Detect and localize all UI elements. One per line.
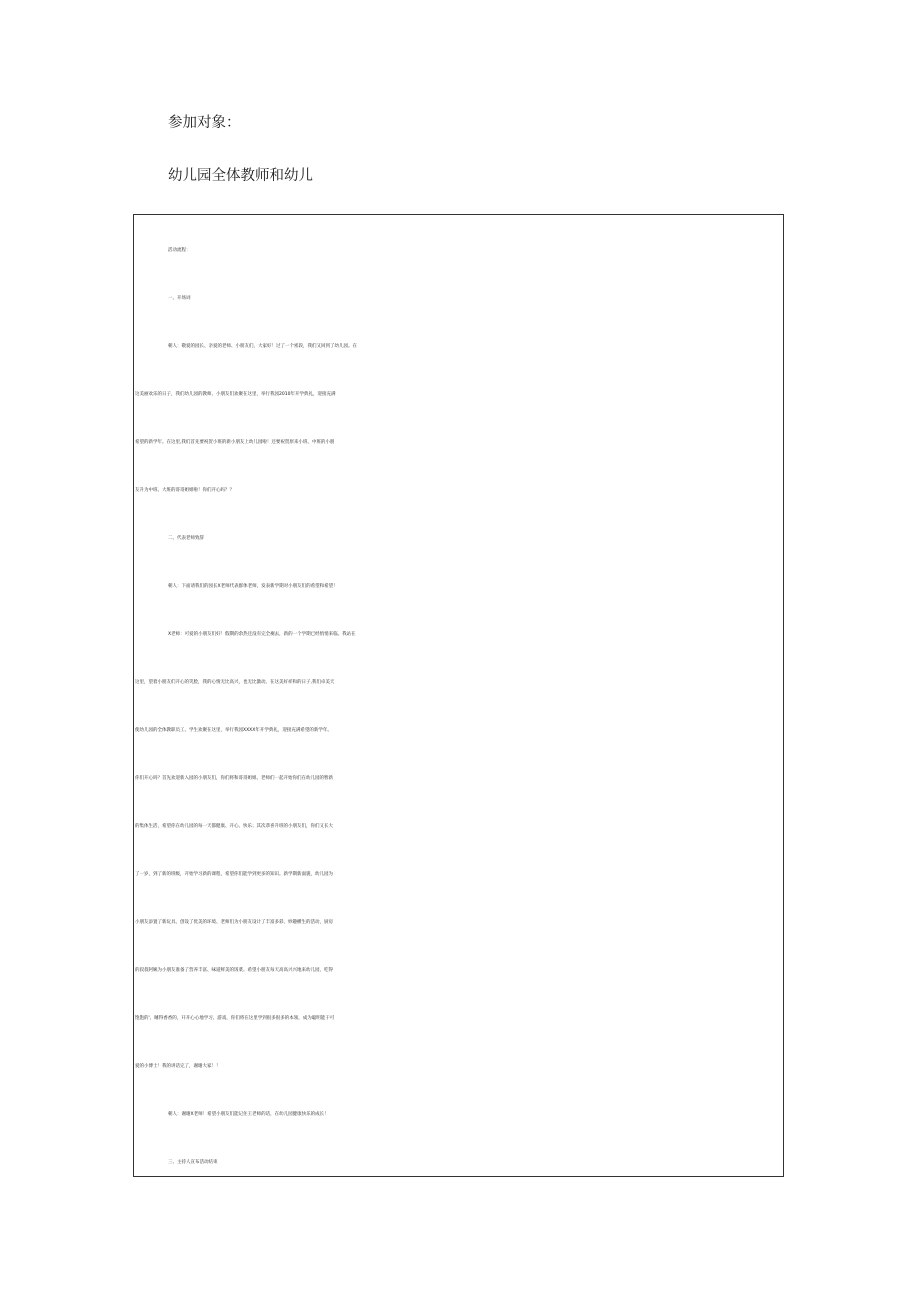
paragraph-line: 这美丽欢乐的日子，我们幼儿园的教师、小朋友们欢聚在这里，举行我园2010年开学典礼，迎接充满: [135, 392, 336, 397]
section-3-title: 三、主持人宣布活动结束: [168, 1160, 218, 1165]
paragraph-line: 了一岁，到了新的班级，开始学习新的课程，希望你们能学到更多的知识。新学期新面貌，幼儿园为: [135, 872, 333, 877]
paragraph-line: 爱的小博士！我的讲话完了，谢谢大家！！: [135, 1064, 221, 1069]
participants-value: 幼儿园全体教师和幼儿: [168, 168, 313, 184]
paragraph-line: 饱饱的'、睡得香香的，开开心心地学习、游戏，你们将在这里学到很多很多的本领，成为聪明能干可: [135, 1016, 335, 1021]
paragraph-line: 朝人：谢谢X老师！希望小朋友们能记住王老师的话，在幼儿园健康快乐的成长！: [168, 1112, 329, 1117]
participants-label: 参加对象：: [168, 115, 241, 131]
paragraph-line: 小朋友添置了新玩具、创设了优美的环境、老师们为小朋友设计了丰富多彩、妙趣横生的活动，厨房: [135, 920, 333, 925]
section-2-title: 二、代表老师致辞: [168, 536, 204, 541]
flow-heading: 活动流程：: [168, 248, 191, 253]
paragraph-line: 友升为中班、大班的哥哥姐姐啦！你们开心吗？？: [135, 488, 234, 493]
paragraph-line: 朝人：下面请我们的园长X老师代表群体老师，发表新学期对小朋友们的希望和希望！: [168, 584, 338, 589]
paragraph-line: 的叔叔阿姨为小朋友准备了营养丰富、味道鲜美的饭菜。希望小朋友每天高高兴兴地来幼儿园，吃得: [135, 968, 333, 973]
paragraph-line: X老师：可爱的小朋友们好！假期的余热还没有完全褪去，新的一个学期已经悄悄来临。我站在: [168, 632, 356, 637]
paragraph-line: 朝人：敬爱的园长、亲爱的老师、小朋友们，大家好！过了一个密段，我们又回到了幼儿园。在: [168, 344, 357, 349]
paragraph-line: 这里，望着小朋友们开心的笑脸，我的心情无比高兴，也无比激动。在这美好祥和的日子,我们卓美天: [135, 680, 335, 685]
paragraph-line: 使幼儿园的全体教职员工、学生欢聚在这里，举行我园XXXX年开学典礼，迎接充满希望的新学年。: [135, 728, 332, 733]
section-1-title: 一、开场词: [168, 296, 191, 301]
paragraph-line: 希望的新学年。在这里,我们首先要祝贺小班的新小朋友上幼儿园啦！还要祝贺原来小班、中班的小朋: [135, 440, 335, 445]
activity-flow-box: [133, 214, 784, 1177]
paragraph-line: 的集体生活，希望你在幼儿园的每一天都健康、开心、快乐；其次恭喜升班的小朋友们，你们又长大: [135, 824, 333, 829]
paragraph-line: 你们开心吗？首先欢迎新入园的小朋友们，你们将和哥哥姐姐、老师们一起开始你们在幼儿园的暂新: [135, 776, 333, 781]
